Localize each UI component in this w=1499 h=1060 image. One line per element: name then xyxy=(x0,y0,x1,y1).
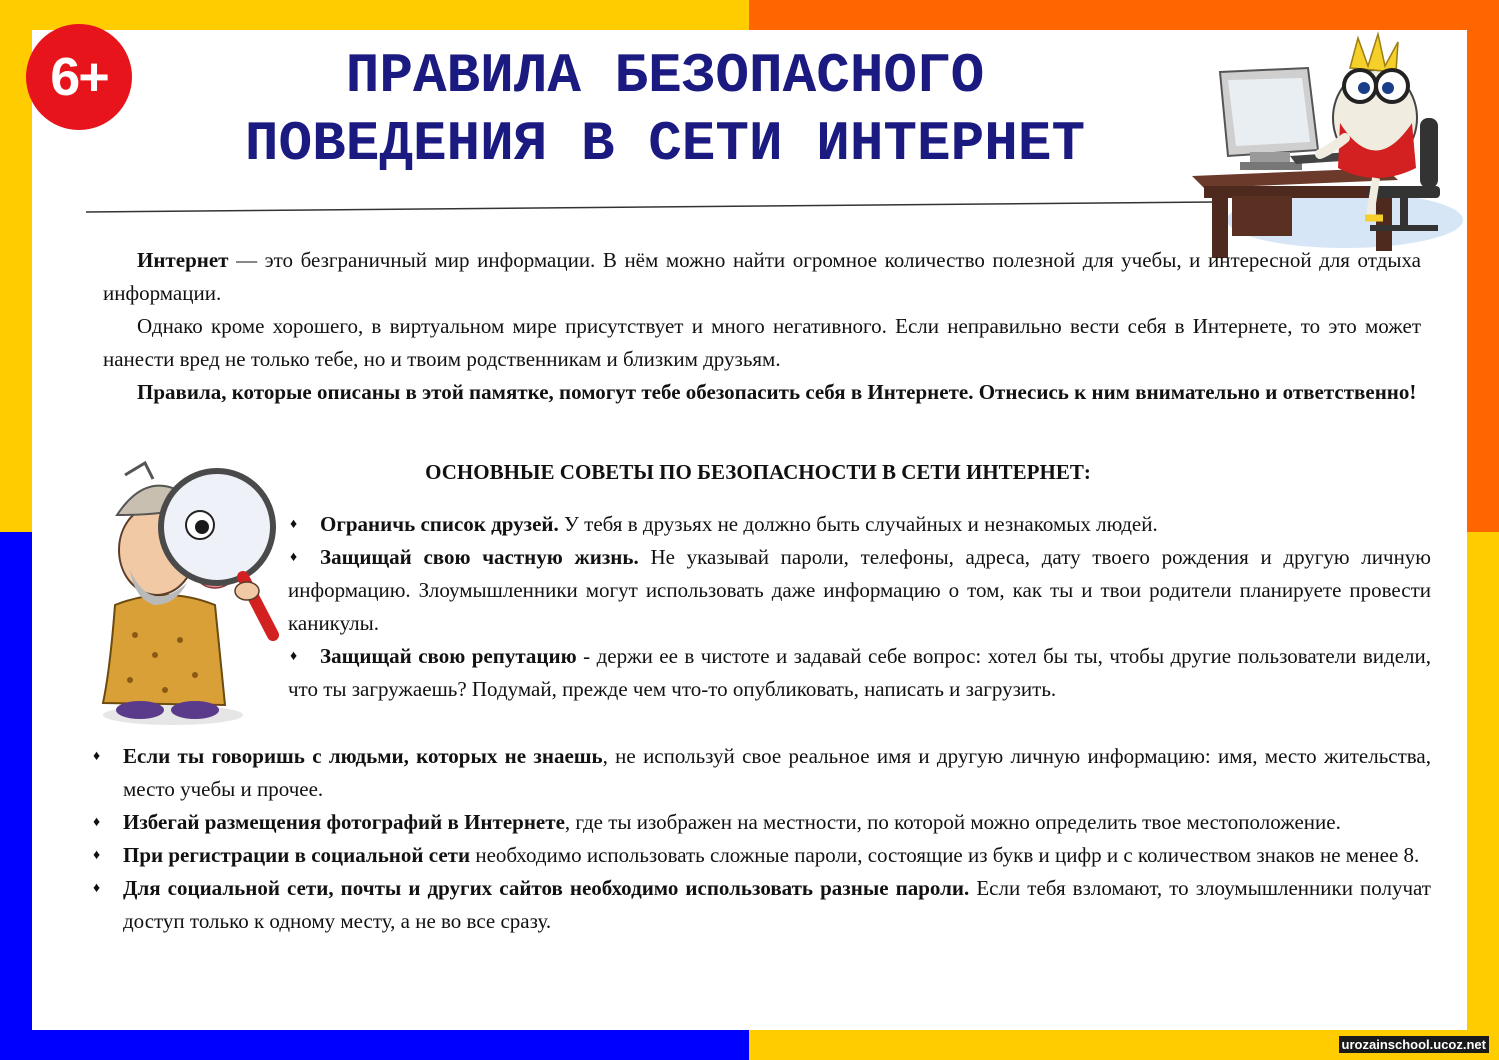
frame-top-right-bar xyxy=(749,0,1499,30)
poster-title-line-1: ПРАВИЛА БЕЗОПАСНОГО xyxy=(345,44,985,108)
tip-text: - держи ее в чистоте и задавай себе вопрос: хотел бы ты, чтобы другие пользователи видели, что ты загружаешь? Подумай, прежде чем что-то опубликовать, написать и загрузить. xyxy=(288,644,1431,701)
website-watermark: urozainschool.ucoz.net xyxy=(1339,1036,1489,1053)
poster-title xyxy=(150,42,1180,178)
frame-left-bottom-bar xyxy=(0,532,32,1060)
tip-item xyxy=(288,508,1431,541)
frame-top-left-bar xyxy=(0,0,749,30)
poster-title-line-2: ПОВЕДЕНИЯ В СЕТИ ИНТЕРНЕТ xyxy=(244,112,1086,176)
tip-text: необходимо использовать сложные пароли, состоящие из букв и цифр и с количеством знаков не менее 8. xyxy=(470,843,1420,867)
tip-title: Защищай свою репутацию xyxy=(320,644,577,668)
intro-paragraph-1 xyxy=(103,244,1421,310)
tip-text: У тебя в друзьях не должно быть случайных и незнакомых людей. xyxy=(558,512,1158,536)
frame-bottom-left-bar xyxy=(0,1030,749,1060)
tip-title: Для социальной сети, почты и других сайтов необходимо использовать разные пароли. xyxy=(123,876,970,900)
frame-right-top-bar xyxy=(1467,0,1499,532)
tip-item xyxy=(288,640,1431,706)
intro-section xyxy=(103,244,1421,409)
intro-paragraph-2: Однако кроме хорошего, в виртуальном мире присутствует и много негативного. Если неправильно вести себя в Интернете, то это может нанести вред не только тебе, но и твоим родственникам и близким друзьям. xyxy=(103,314,1421,371)
tip-title: Избегай размещения фотографий в Интернете xyxy=(123,810,565,834)
bullet-icon: ♦ xyxy=(93,749,101,764)
tip-item xyxy=(90,740,1431,806)
age-rating-badge: 6+ xyxy=(26,24,132,130)
tip-item xyxy=(288,541,1431,640)
intro-term: Интернет xyxy=(137,248,229,272)
tips-heading: ОСНОВНЫЕ СОВЕТЫ ПО БЕЗОПАСНОСТИ В СЕТИ ИНТЕРНЕТ: xyxy=(425,460,1091,484)
tips-list-lower xyxy=(90,740,1431,938)
tip-title: При регистрации в социальной сети xyxy=(123,843,471,867)
bullet-icon: ♦ xyxy=(290,517,298,532)
intro-paragraph-3-text: Правила, которые описаны в этой памятке, помогут тебе обезопасить себя в Интернете. Отнесись к ним внимательно и ответственно! xyxy=(137,380,1417,404)
intro-paragraph-3 xyxy=(103,376,1421,409)
bullet-icon: ♦ xyxy=(93,815,101,830)
tip-item xyxy=(90,839,1431,872)
cartoon-character-at-computer-illustration xyxy=(1180,28,1465,258)
tip-title: Ограничь список друзей. xyxy=(320,512,559,536)
tip-item xyxy=(90,806,1431,839)
frame-right-bottom-bar xyxy=(1467,532,1499,1060)
intro-paragraph-1-text: — это безграничный мир информации. В нём можно найти огромное количество полезной для учебы, и интересной для отдыха информации. xyxy=(103,248,1421,305)
bullet-icon: ♦ xyxy=(93,848,101,863)
bullet-icon: ♦ xyxy=(290,550,298,565)
tip-text: , не используй свое реальное имя и другую личную информацию: имя, место жительства, место учебы и прочее. xyxy=(123,744,1431,801)
tip-title: Защищай свою частную жизнь. xyxy=(320,545,639,569)
detective-with-magnifying-glass-illustration xyxy=(95,455,280,730)
tip-title: Если ты говоришь с людьми, которых не знаешь xyxy=(123,744,603,768)
tip-text: , где ты изображен на местности, по которой можно определить твое местоположение. xyxy=(564,810,1341,834)
tip-text: Не указывай пароли, телефоны, адреса, дату твоего рождения и другую личную информацию. Злоумышленники могут использовать даже информацию о том, как ты и твои родители планируете провести каникулы. xyxy=(288,545,1431,635)
tip-item xyxy=(90,872,1431,938)
bullet-icon: ♦ xyxy=(93,881,101,896)
bullet-icon: ♦ xyxy=(290,649,298,664)
tip-text: Если тебя взломают, то злоумышленники получат доступ только к одному месту, а не во все сразу. xyxy=(123,876,1431,933)
tips-list-upper xyxy=(288,508,1431,706)
